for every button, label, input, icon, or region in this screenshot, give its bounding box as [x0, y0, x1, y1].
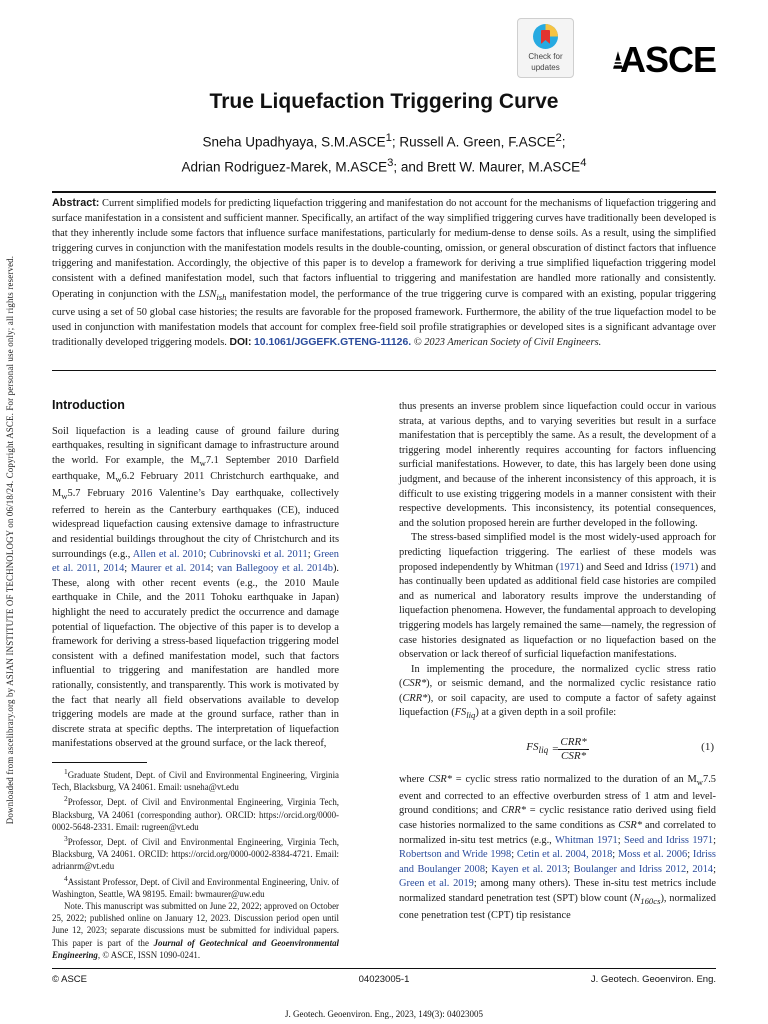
download-notice [3, 60, 17, 1020]
citation-link[interactable]: Moss et al. 2006 [617, 849, 688, 861]
author-affiliation-mark: 4 [580, 156, 587, 169]
citation-link[interactable]: Whitman 1971 [554, 834, 618, 846]
doi-label: DOI: [229, 336, 252, 348]
right-column [399, 400, 716, 923]
equation-denominator: CSR* [561, 749, 587, 762]
math-subscript: liq [466, 710, 476, 721]
author-affiliation-mark: 1 [385, 132, 392, 144]
badge-label-1: Check for [528, 52, 563, 61]
math-symbol: CSR* [618, 820, 642, 831]
abstract-text-1: Current simplified models for predicting liquefaction triggering and manifestation do not account for the mechanisms of liquefaction triggering and surface manifestation in a consistent and sufficient manner. Specifically, an artifact of the way simplified triggering curves have traditionally been developed is that they inherently include some factors that influence surface manifestations, particularly for medium-dense to dense soils. As a result, using the simplified triggering curves in conjunction with the manifestation models results in the double-counting, omission, or general obscuration of distinct factors that influence triggering and manifestation. Accordingly, the objective of this paper is to develop a framework for deriving a true simplified liquefaction triggering model consistent with a defined manifestation model, such that factors influential to triggering and manifestation are handled more rationally and consistently. Operating in conjunction with the [52, 198, 716, 300]
citation-link[interactable]: Allen et al. 2010 [132, 548, 204, 560]
equation-numerator: CRR* [560, 735, 587, 748]
page-footer [52, 974, 716, 988]
footnote-text: Professor, Dept. of Civil and Environmental Engineering, Virginia Tech, Blacksburg, VA 24061. ORCID: https://orcid.org/0000-0002-8384-4721. Email: adrianrm@vt.edu [52, 836, 339, 872]
footnote-mark: 2 [64, 794, 68, 804]
author-name: Brett W. Maurer, M.ASCE [427, 159, 581, 174]
lsn-subscript: ish [216, 291, 227, 302]
footnote-mark: 4 [64, 873, 68, 883]
footnote-mark: 1 [64, 767, 68, 776]
equation-equals: = [552, 742, 559, 755]
equation-fraction [558, 736, 588, 763]
citation-link[interactable]: Robertson and Wride 1998 [399, 849, 512, 861]
citation-link[interactable]: 2014 [103, 563, 125, 575]
intro-paragraph: Soil liquefaction is a leading cause of ground failure during earthquakes, resulting in significant damage to infrastructure around the world. For example, the $M_w7.1$ September 2010 Darfield earthquake, $M_w6.2$ February 2011 Christchurch earthquake, and $M_w5.7$ February 2016 Valentine’s Day earthquake, collectively referred to herein as the Canterbury earthquakes (CE), induced widespread liquefaction causing extensive damage to infrastructure and residential buildings throughout the city of Christchurch and its surroundings (e.g., Allen et al. 2010; Cubrinovski et al. 2011; Green et al. 2011, 2014; Maurer et al. 2014; van Ballegooy et al. 2014b). These, along with other recent events (e.g., the 2010 Maule earthquake in Chile, and the 2011 Tohoku earthquake in Japan) highlight the need to accurately predict the occurrence and damage potential of liquefaction. The objective of this paper is to develop a framework for deriving a stress-based liquefaction triggering model consistent with a defined manifestation model, such that factors influential to triggering and manifestation are handled more rationally, consistently, and transparently. This work is motivated by the fact that nearly all field observations available to develop triggering models are made at the ground surface, rather than in discrete strata at specific depths. The interpretation of liquefaction manifestations observed at the ground surface, or the lack thereof, [52, 425, 339, 750]
abstract-label: Abstract: [52, 197, 100, 209]
citation-link[interactable]: Green et al. 2019 [399, 878, 474, 890]
author-name: Sneha Upadhyaya, S.M.ASCE [202, 134, 386, 150]
math-symbol: CSR* [402, 678, 427, 690]
subscript: w [115, 474, 122, 485]
author-line-1: Sneha Upadhyaya, S.M.ASCE$^1$; Russell A. Green, F.ASCE$^2$; [202, 132, 566, 150]
abstract-bottom-rule [52, 370, 716, 371]
right-paragraph-3: In implementing the procedure, the normalized cyclic stress ratio (CSR*), or seismic demand, and the normalized cyclic resistance ratio (CRR*), or soil capacity, are used to compute a factor of safety against liquefaction $(FS_{liq})$ at a given depth in a soil profile: [399, 663, 716, 721]
footer-journal: J. Geotech. Geoenviron. Eng. [590, 974, 716, 985]
check-for-updates-badge[interactable] [517, 18, 574, 78]
citation-link[interactable]: Cubrinovski et al. 2011 [209, 548, 308, 560]
author-name: Russell A. Green, F.ASCE [399, 134, 556, 150]
copyright-notice: © 2023 American Society of Civil Engineers. [413, 336, 602, 348]
subscript: w [696, 777, 704, 788]
abstract-text-2: manifestation model, the performance of the true triggering curve is compared with an existing, popular triggering curve using a set of 50 global case histories; the results are favorable for the proposed framework. Furthermore, the ability of the true liquefaction model to be used in conjunction with manifestation models that account for complex free-field soil profile stratigraphies or developed sites is a significant advantage over traditionally developed triggering models. [52, 288, 716, 348]
author-list [0, 128, 768, 177]
download-notice-text: Downloaded from ascelibrary.org by ASIAN INSTITUTE OF TECHNOLOGY on 06/18/24. Copyright ASCE. For personal use only; all rights reserved. [5, 255, 15, 825]
math-symbol: CSR* [428, 774, 452, 786]
footnote-text: Assistant Professor, Dept. of Civil and Environmental Engineering, Univ. of Washington, Seattle, WA 98195. Email: bwmaurer@uw.edu [52, 876, 339, 899]
math-symbol: CRR* [402, 692, 428, 704]
footnotes [52, 766, 339, 961]
equation-number: (1) [701, 741, 714, 754]
abstract-top-rule [52, 191, 716, 193]
affiliation-footnote [52, 793, 339, 833]
affiliation-footnote [52, 873, 339, 900]
introduction-heading: Introduction [52, 398, 125, 412]
check-for-updates-icon [532, 23, 559, 50]
page-number: 04023005-1 [358, 974, 410, 985]
equation-lhs: $FS_{liq}$ [526, 741, 549, 756]
citation-link[interactable]: Green et al. 2011 [52, 548, 339, 575]
abstract [52, 196, 716, 350]
affiliation-footnote [52, 766, 339, 793]
citation-link[interactable]: Cetin et al. 2004, 2018 [516, 849, 613, 861]
paper-title: True Liquefaction Triggering Curve [209, 90, 559, 113]
citation-link[interactable]: Idriss and Boulanger 2008 [399, 849, 716, 875]
footer-left: © ASCE [52, 974, 87, 985]
author-line-2: Adrian Rodriguez-Marek, M.ASCE$^3$; and Brett W. Maurer, M.ASCE$^4$ [181, 156, 587, 174]
subscript: w [61, 491, 68, 502]
footnote-mark: 3 [64, 833, 68, 843]
citation-link[interactable]: 2014 [692, 863, 714, 875]
lsn-symbol: LSN [198, 288, 217, 300]
citation-line: J. Geotech. Geoenviron. Eng., 2023, 149(3): 04023005 [285, 1009, 483, 1019]
badge-label-2: updates [531, 63, 560, 72]
math-subscript: 160cs [640, 896, 661, 907]
citation-link[interactable]: Maurer et al. 2014 [130, 563, 211, 575]
right-paragraph-4: where CSR* = cyclic stress ratio normalized to the duration of an $M_w7.5$ event and corrected to an effective overburden stress of 1 atm and level-ground conditions; and CRR* = cyclic resistance ratio derived using field case histories normalized to the same conditions as CSR* and correlated to normalized in-situ test metrics (e.g., Whitman 1971; Seed and Idriss 1971; Robertson and Wride 1998; Cetin et al. 2004, 2018; Moss et al. 2006; Idriss and Boulanger 2008; Kayen et al. 2013; Boulanger and Idriss 2012, 2014; Green et al. 2019; among many others). These in-situ test metrics include normalized standard penetration test (SPT) blow count $(N_{160cs})$, normalized cone penetration test (CPT) tip resistance [399, 774, 717, 921]
right-paragraph-1: thus presents an inverse problem since liquefaction could occur in various strata, at various depths, and to varying severities but result in a surface manifestation that is perceptibly the same. As a result, the development of a triggering model inherently requires accounting for factors influencing surficial manifestations. However, to date, this has largely been done using judgment, and because of the inherent inconsistency of this approach, it is difficult to use existing triggering models in a manner consistent with their respective developments. This inconsistency, its potential consequences, and the solution proposed herein are further developed in the following. [399, 401, 716, 529]
math-symbol: CRR* [501, 805, 526, 817]
right-paragraph-2: The stress-based simplified model is the most widely-used approach for predicting liquefaction triggering. The earliest of these models was proposed independently by Whitman (1971) and Seed and Idriss (1971) and has continually been updated as additional field case histories are compiled and as numerical and laboratory results improve the understanding of liquefaction phenomena. However, the fundamental approach to developing triggering models has largely remained the same—namely, the regression of case histories designated as liquefaction or no liquefaction based on the observation or lack thereof of surficial liquefaction manifestations. [399, 532, 717, 661]
math-symbol: N [633, 892, 641, 904]
footer-rule [52, 968, 716, 969]
author-affiliation-mark: 2 [555, 132, 562, 144]
subscript: w [199, 457, 206, 468]
doi-link[interactable]: 10.1061/JGGEFK.GTENG-11126. [254, 336, 412, 348]
footnote-text: Professor, Dept. of Civil and Environmental Engineering, Virginia Tech, Blacksburg, VA 24061 (corresponding author). ORCID: https://orcid.org/0000-0002-5648-2331. Email: rugreen@vt.edu [52, 797, 339, 832]
citation-link[interactable]: Kayen et al. 2013 [491, 863, 568, 875]
asce-logo [612, 40, 716, 80]
footnote-rule [52, 762, 147, 763]
citation-link[interactable]: 1971 [559, 561, 581, 573]
submission-note: Note. This manuscript was submitted on June 22, 2022; approved on October 25, 2022; published online on January 12, 2023. Discussion period open until June 12, 2023; separate discussions must be submitted for individual papers. This paper is part of the Journal of Geotechnical and Geoenvironmental Engineering, © ASCE, ISSN 1090-0241. [52, 900, 339, 960]
citation-link[interactable]: van Ballegooy et al. 2014b [217, 563, 333, 575]
affiliation-footnote [52, 833, 339, 873]
author-affiliation-mark: 3 [387, 156, 394, 169]
journal-name: Journal of Geotechnical and Geoenvironmental Engineering [52, 937, 339, 960]
footnote-text: Graduate Student, Dept. of Civil and Environmental Engineering, Virginia Tech, Blacksburg, VA 24061. Email: usneha@vt.edu [52, 769, 339, 793]
asce-logo-text: ASCE [619, 39, 716, 80]
citation-link[interactable]: Seed and Idriss 1971 [623, 834, 714, 846]
author-name: Adrian Rodriguez-Marek, M.ASCE [181, 159, 388, 174]
citation-link[interactable]: Boulanger and Idriss 2012 [573, 863, 687, 875]
math-symbol: FS [454, 707, 467, 719]
left-column [52, 398, 339, 752]
citation-link[interactable]: 1971 [674, 561, 695, 573]
equation-1 [399, 729, 716, 769]
